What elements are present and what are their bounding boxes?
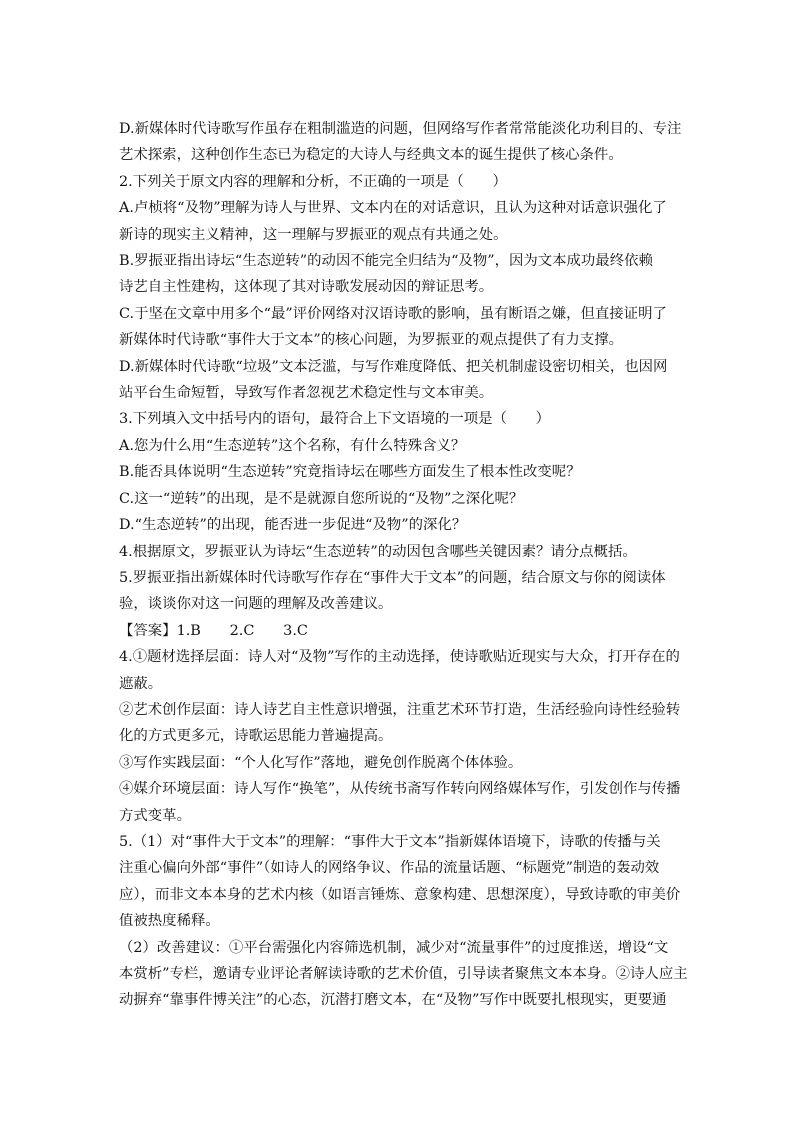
text-line: 注重心偏向外部“事件”（如诗人的网络争议、作品的流量话题、“标题党”制造的轰动效	[119, 860, 660, 877]
answer-key-line: 【答案】1.B 2.C 3.C	[119, 622, 308, 639]
text-line: 新媒体时代诗歌“事件大于文本”的核心问题，为罗振亚的观点提供了有力支撑。	[119, 332, 623, 349]
question-4-stem: 4.根据原文，罗振亚认为诗坛“生态逆转”的动因包含哪些关键因素？请分点概括。	[119, 543, 637, 560]
option-b-line: B.能否具体说明“生态逆转”究竟指诗坛在哪些方面发生了根本性改变呢？	[119, 464, 581, 481]
text-line: 验，谈谈你对这一问题的理解及改善建议。	[119, 596, 393, 613]
text-line: 方式变革。	[119, 807, 191, 824]
text-line: 动摒弃“靠事件博关注”的心态，沉潜打磨文本，在“及物”写作中既要扎根现实，更要通	[119, 992, 667, 1009]
text-line: 应），而非文本本身的艺术内核（如语言锤炼、意象构建、思想深度），导致诗歌的审美价	[119, 886, 681, 903]
option-d-line: D.新媒体时代诗歌“垃圾”文本泛滥，与写作难度降低、把关机制虚设密切相关，也因网	[119, 358, 668, 375]
text-line: 遮蔽。	[119, 675, 163, 692]
option-b-line: B.罗振亚指出诗坛“生态逆转”的动因不能完全归结为“及物”，因为文本成功最终依赖	[119, 253, 653, 270]
answer-4-line: 4.①题材选择层面：诗人对“及物”写作的主动选择，使诗歌贴近现实与大众，打开存在的	[119, 649, 680, 666]
text-line: 艺术探索，这种创作生态已为稳定的大诗人与经典文本的诞生提供了核心条件。	[119, 147, 623, 164]
text-line: 化的方式更多元，诗歌运思能力普遍提高。	[119, 728, 393, 745]
text-line: 诗艺自主性建构，这体现了其对诗歌发展动因的辩证思考。	[119, 279, 494, 296]
text-line: 站平台生命短暂，导致写作者忽视艺术稳定性与文本审美。	[119, 385, 494, 402]
answer-4-item-2: ②艺术创作层面：诗人诗艺自主性意识增强，注重艺术环节打造，生活经验向诗性经验转	[119, 701, 681, 718]
question-5-stem: 5.罗振亚指出新媒体时代诗歌写作存在“事件大于文本”的问题，结合原文与你的阅读体	[119, 569, 666, 586]
text-line: 本赏析”专栏，邀请专业评论者解读诗歌的艺术价值，引导读者聚焦文本本身。②诗人应主	[119, 966, 688, 982]
text-line: D.新媒体时代诗歌写作虽存在粗制滥造的问题，但网络写作者常常能淡化功利目的、专注	[119, 121, 682, 137]
text-line: 新诗的现实主义精神，这一理解与罗振亚的观点有共通之处。	[119, 226, 508, 243]
text-line: 值被热度稀释。	[119, 913, 220, 930]
answer-5-part-2: （2）改善建议：①平台需强化内容筛选机制，减少对“流量事件”的过度推送，增设“文	[119, 939, 669, 956]
option-c-line: C.这一“逆转”的出现，是不是就源自您所说的“及物”之深化呢？	[119, 490, 524, 507]
question-3-stem: 3.下列填入文中括号内的语句，最符合上下文语境的一项是（ ）	[119, 411, 551, 428]
question-2-stem: 2.下列关于原文内容的理解和分析，不正确的一项是（ ）	[119, 173, 507, 190]
option-d-line: D.“生态逆转”的出现，能否进一步促进“及物”的深化？	[119, 517, 467, 534]
option-a-line: A.卢桢将“及物”理解为诗人与世界、文本内在的对话意识，且认为这种对话意识强化了	[119, 200, 667, 217]
option-c-line: C.于坚在文章中用多个“最”评价网络对汉语诗歌的影响，虽有断语之嫌，但直接证明了	[119, 305, 667, 322]
document-page	[119, 116, 688, 1014]
option-a-line: A.您为什么用“生态逆转”这个名称，有什么特殊含义？	[119, 437, 466, 454]
answer-4-item-3: ③写作实践层面：“个人化写作”落地，避免创作脱离个体体验。	[119, 754, 523, 771]
answer-4-item-4: ④媒介环境层面：诗人写作“换笔”，从传统书斋写作转向网络媒体写作，引发创作与传播	[119, 781, 681, 798]
answer-5-part-1: 5.（1）对“事件大于文本”的理解：“事件大于文本”指新媒体语境下，诗歌的传播与关	[119, 833, 661, 850]
